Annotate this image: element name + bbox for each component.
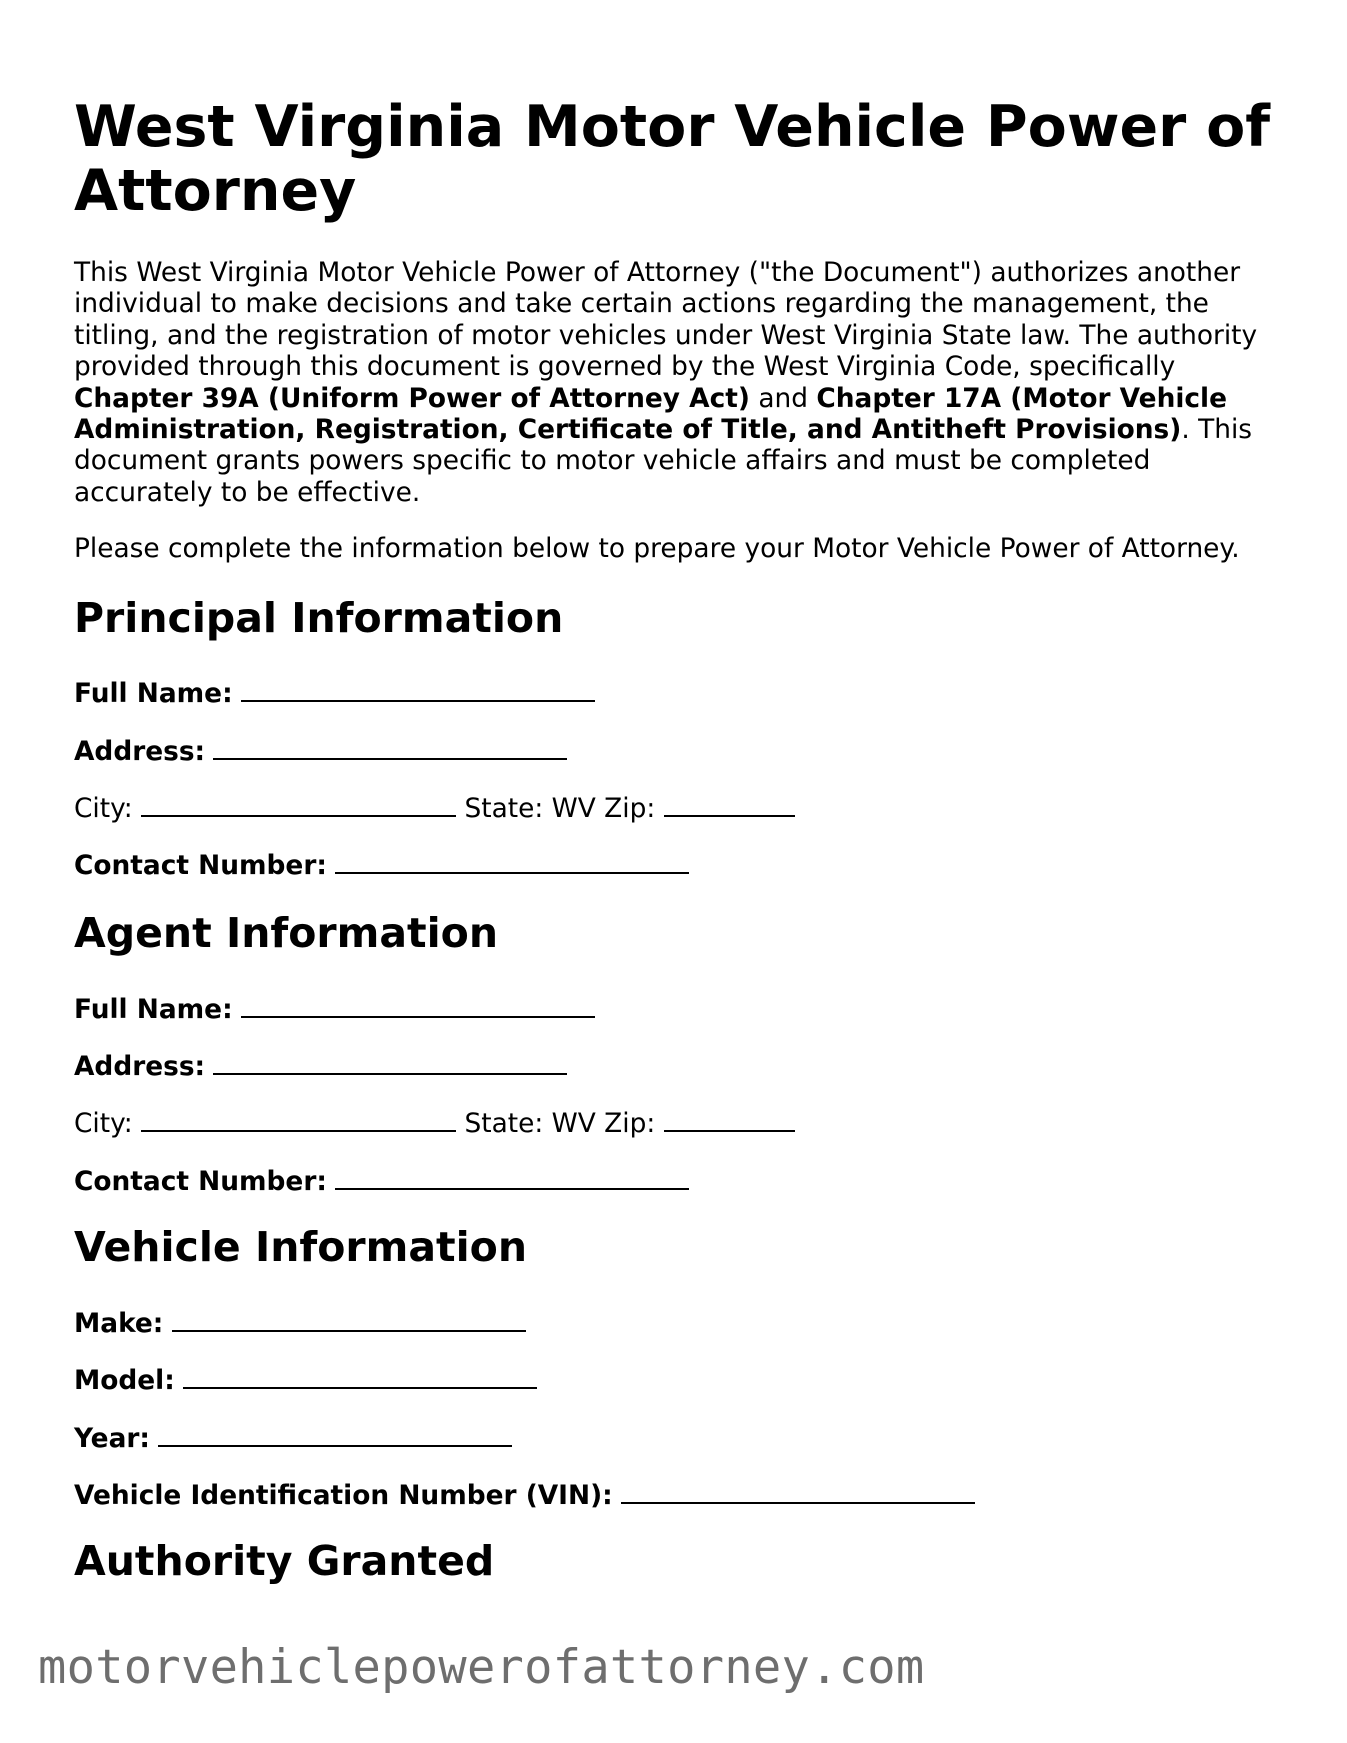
agent-full-name-label: Full Name: <box>74 994 233 1025</box>
agent-full-name-row <box>74 992 595 1026</box>
instructions-text: Please complete the information below to prepare your Motor Vehicle Power of Attorney. <box>74 533 1240 564</box>
vehicle-heading: Vehicle Information <box>74 1223 528 1271</box>
agent-contact-row <box>74 1164 689 1198</box>
principal-full-name-label: Full Name: <box>74 678 233 709</box>
vehicle-model-field[interactable] <box>183 1363 537 1389</box>
principal-city-label: City: <box>74 793 133 824</box>
principal-address-field[interactable] <box>213 734 567 760</box>
principal-address-row <box>74 734 567 768</box>
intro-bold-chapter-17a: Chapter 17A (Motor Vehicle Administration, Registration, Certificate of Title, and Antitheft Provisions) <box>74 382 1227 446</box>
agent-state-label: State: WV <box>464 1108 596 1139</box>
agent-full-name-field[interactable] <box>241 992 595 1018</box>
vehicle-vin-row <box>74 1478 975 1512</box>
principal-zip-label: Zip: <box>604 793 656 824</box>
agent-zip-field[interactable] <box>664 1106 795 1132</box>
agent-address-field[interactable] <box>213 1049 567 1075</box>
vehicle-year-field[interactable] <box>158 1421 512 1447</box>
principal-state-label: State: WV <box>464 793 596 824</box>
vehicle-make-label: Make: <box>74 1308 164 1339</box>
principal-heading: Principal Information <box>74 594 564 642</box>
agent-city-label: City: <box>74 1108 133 1139</box>
principal-contact-field[interactable] <box>335 848 689 874</box>
site-watermark: motorvehiclepowerofattorney.com <box>38 1640 925 1695</box>
agent-city-state-zip-row <box>74 1106 795 1140</box>
principal-city-field[interactable] <box>141 791 456 817</box>
principal-full-name-row <box>74 676 595 710</box>
vehicle-make-row <box>74 1306 526 1340</box>
intro-bold-chapter-39a: Chapter 39A (Uniform Power of Attorney Act) <box>74 382 750 414</box>
document-title: West Virginia Motor Vehicle Power of Attorney <box>74 94 1271 224</box>
vehicle-year-row <box>74 1421 512 1455</box>
vehicle-vin-label: Vehicle Identification Number (VIN): <box>74 1480 613 1511</box>
agent-contact-field[interactable] <box>335 1164 689 1190</box>
vehicle-model-label: Model: <box>74 1365 175 1396</box>
principal-contact-label: Contact Number: <box>74 850 327 881</box>
principal-city-state-zip-row <box>74 791 795 825</box>
intro-paragraph <box>74 257 1274 508</box>
agent-zip-label: Zip: <box>604 1108 656 1139</box>
authority-heading: Authority Granted <box>74 1537 495 1585</box>
intro-text-3: . This document grants powers specific to motor vehicle affairs and must be completed accurately to be effective. <box>74 414 1253 508</box>
agent-address-row <box>74 1049 567 1083</box>
intro-text-2: and <box>749 382 817 414</box>
agent-heading: Agent Information <box>74 909 499 957</box>
vehicle-model-row <box>74 1363 537 1397</box>
agent-address-label: Address: <box>74 1051 206 1082</box>
vehicle-year-label: Year: <box>74 1423 150 1454</box>
agent-contact-label: Contact Number: <box>74 1166 327 1197</box>
agent-city-field[interactable] <box>141 1106 456 1132</box>
vehicle-vin-field[interactable] <box>621 1478 975 1504</box>
principal-address-label: Address: <box>74 736 206 767</box>
principal-full-name-field[interactable] <box>241 676 595 702</box>
principal-zip-field[interactable] <box>664 791 795 817</box>
vehicle-make-field[interactable] <box>172 1306 526 1332</box>
intro-text-1: This West Virginia Motor Vehicle Power of Attorney ("the Document") authorizes another individual to make decisions and take certain actions regarding the management, the titling, and the registration of motor vehicles under West Virginia State law. The authority provided through this document is governed by the West Virginia Code, specifically <box>74 257 1258 383</box>
principal-contact-row <box>74 848 689 882</box>
